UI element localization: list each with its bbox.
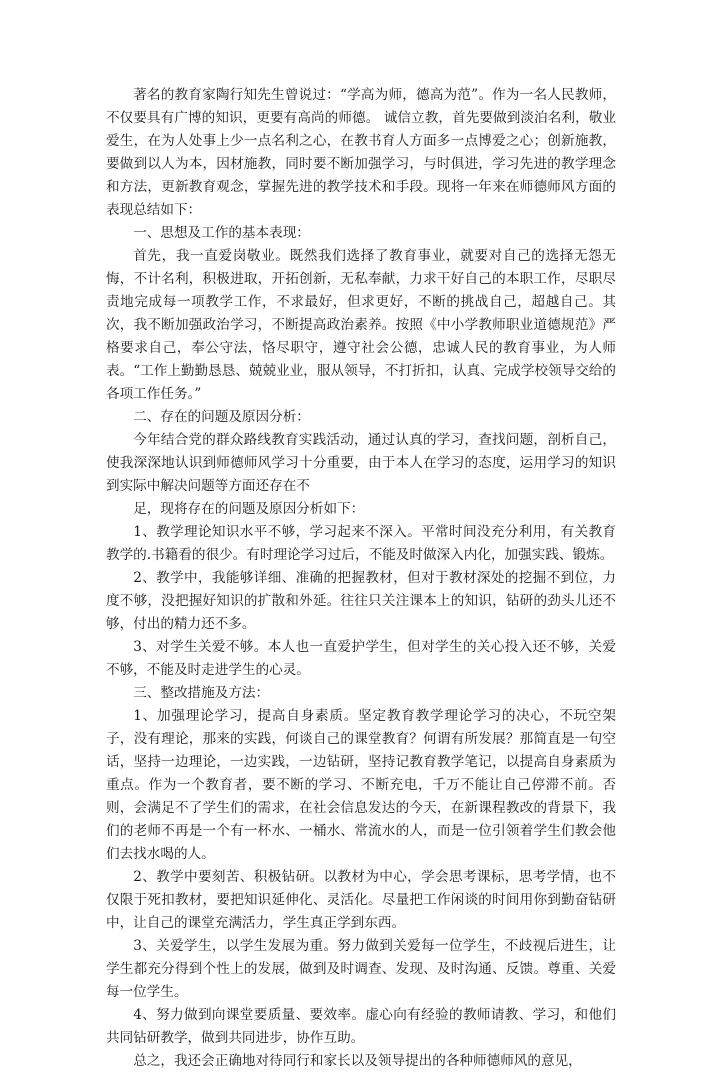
problem-item-2: 2、教学中，我能够详细、准确的把握教材，但对于教材深处的挖掘不到位，力度不够，没把握好知识的扩散和外延。往往只关注课本上的知识，钻研的劲头儿还不够，付出的精力还不多。 <box>106 570 616 632</box>
section-heading-3: 三、整改措施及方法： <box>133 685 270 701</box>
measure-item-2: 2、教学中要刻苦、积极钻研。以教材为中心，学会思考课标，思考学情，也不仅限于死扣教材，要把知识延伸化、灵活化。尽量把工作闲谈的时间用你到勤奋钻研中，让自己的课堂充满活力，学生真正学到东西。 <box>106 869 616 931</box>
problem-item-3: 3、对学生关爱不够。本人也一直爱护学生，但对学生的关心投入还不够，关爱不够，不能及时走进学生的心灵。 <box>106 639 616 678</box>
measure-item-3: 3、关爱学生，以学生发展为重。努力做到关爱每一位学生，不歧视后进生，让学生都充分得到个性上的发展，做到及时调查、发现、及时沟通、反馈。尊重、关爱每一位学生。 <box>106 938 616 1000</box>
measure-item-4: 4、努力做到向课堂要质量、要效率。虚心向有经验的教师请教、学习，和他们共同钻研教学，做到共同进步，协作互助。 <box>106 1007 616 1046</box>
section-2-paragraph: 今年结合党的群众路线教育实践活动，通过认真的学习，查找问题，剖析自己，使我深深地认识到师德师风学习十分重要，由于本人在学习的态度，运用学习的知识到实际中解决问题等方面还存在不 <box>106 432 616 494</box>
measure-item-1: 1、加强理论学习，提高自身素质。坚定教育教学理论学习的决心，不玩空架子，没有理论，那来的实践，何谈自己的课堂教育？何谓有所发展？那简直是一句空话，坚持一边理论，一边实践，一边钻研，坚持记教育教学笔记，以提高自身素质为重点。作为一个教育者，要不断的学习、不断充电，千万不能让自己停滞不前。否则，会满足不了学生们的需求，在社会信息发达的今天，在新课程教改的背景下，我们的老师不再是一个有一杯水、一桶水、常流水的人，而是一位引领着学生们教会他们去找水喝的人。 <box>106 708 616 862</box>
document-page <box>106 84 616 1073</box>
intro-paragraph: 著名的教育家陶行知先生曾说过：“学高为师，德高为范”。作为一名人民教师，不仅要具有广博的知识，更要有高尚的师德。 诚信立教，首先要做到淡泊名利，敬业爱生，在为人处事上少一点名利之心，在教书育人方面多一点博爱之心；创新施教，要做到以人为本，因材施教，同时要不断加强学习，与时俱进，学习先进的教学理念和方法，更新教育观念，掌握先进的教学技术和手段。现将一年来在师德师风方面的表现总结如下： <box>106 87 616 218</box>
section-2-continuation: 足，现将存在的问题及原因分析如下： <box>133 501 365 517</box>
conclusion-paragraph: 总之，我还会正确地对待同行和家长以及领导提出的各种师德师风的意见， <box>133 1053 582 1069</box>
section-heading-1: 一、思想及工作的基本表现： <box>133 225 310 241</box>
section-1-paragraph: 首先，我一直爱岗敬业。既然我们选择了教育事业，就要对自己的选择无怨无悔，不计名利，积极进取，开拓创新，无私奉献，力求干好自己的本职工作，尽职尽责地完成每一项教学工作，不求最好，但求更好，不断的挑战自己，超越自己。其次，我不断加强政治学习，不断提高政治素养。按照《中小学教师职业道德规范》严格要求自己，奉公守法，恪尽职守，遵守社会公德，忠诚人民的教育事业，为人师表。“工作上勤勤恳恳、兢兢业业，服从领导，不打折扣，认真、完成学校领导交给的各项工作任务。” <box>106 248 616 402</box>
section-heading-2: 二、存在的问题及原因分析： <box>133 409 310 425</box>
problem-item-1: 1、教学理论知识水平不够，学习起来不深入。平常时间没充分利用，有关教育教学的.书籍看的很少。有时理论学习过后，不能及时做深入内化，加强实践、锻炼。 <box>106 524 616 563</box>
